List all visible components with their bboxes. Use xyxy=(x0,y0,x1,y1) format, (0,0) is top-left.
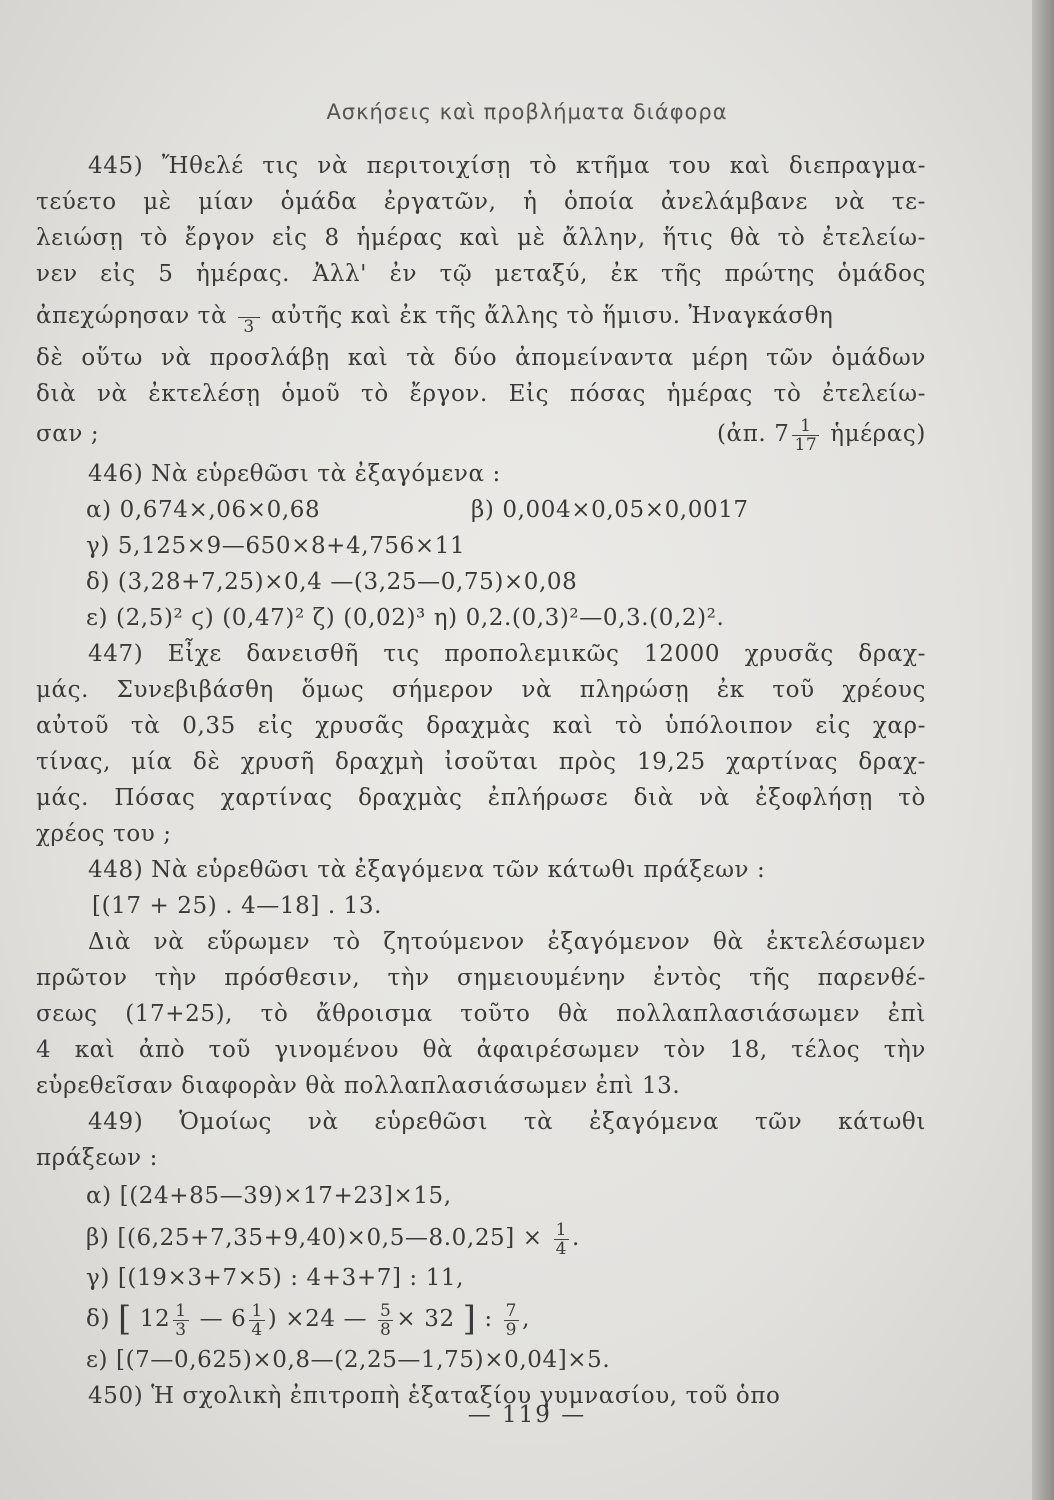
p448-line: εὑρεθεῖσαν διαφορὰν θὰ πολλαπλασιάσωμεν ἐπὶ 13. xyxy=(36,1073,681,1099)
p447-line: μάς. Πόσας χαρτίνας δραχμὰς ἐπλήρωσε διὰ νὰ ἐξοφλήσῃ τὸ xyxy=(36,785,926,811)
fraction xyxy=(504,1302,519,1339)
p445-line: τεύετο μὲ μίαν ὁμάδα ἐργατῶν, ἡ ὁποία ἀνελάμβανε νὰ τε- xyxy=(36,189,926,215)
fraction-denominator: 17 xyxy=(794,434,818,455)
p448-line: σεως (17+25), τὸ ἄθροισμα τοῦτο θὰ πολλαπλασιάσωμεν ἐπὶ xyxy=(36,1001,926,1027)
p445-line: δὲ οὕτω νὰ προσλάβῃ καὶ τὰ δύο ἀπομείναντα μέρη τῶν ὁμάδων xyxy=(36,345,926,371)
p445-line: διὰ νὰ ἐκτελέσῃ ὁμοῦ τὸ ἔργον. Εἰς πόσας ἡμέρας τὸ ἐτελείω- xyxy=(36,381,926,407)
fraction xyxy=(238,299,260,336)
bracket: [ xyxy=(117,1299,132,1339)
fraction-denominator: 4 xyxy=(555,1238,567,1259)
p447-line: 447) Εἶχε δανεισθῆ τις προπολεμικῶς 12000 χρυσᾶς δραχ- xyxy=(88,641,926,667)
p445-text: αὐτῆς καὶ ἐκ τῆς ἄλλης τὸ ἥμισυ. Ἠναγκάσθη xyxy=(271,303,834,329)
p447-line: τίνας, μία δὲ χρυσῆ δραχμὴ ἰσοῦται πρὸς 19,25 χαρτίνας δραχ- xyxy=(36,749,926,775)
p449-text: . xyxy=(571,1225,580,1251)
p448-title: 448) Νὰ εὑρεθῶσι τὰ ἐξαγόμενα τῶν κάτωθι πράξεων : xyxy=(88,857,766,883)
p446-item-c: γ) 5,125×9—650×8+4,756×11 xyxy=(86,533,466,559)
p449-item-c: γ) [(19×3+7×5) : 4+3+7] : 11, xyxy=(86,1265,465,1291)
fraction xyxy=(554,1221,569,1258)
p449-text: , xyxy=(522,1306,531,1332)
p449-line: 449) Ὁμοίως νὰ εὑρεθῶσι τὰ ἐξαγόμενα τῶν κάτωθι xyxy=(88,1109,926,1135)
fraction-denominator: 4 xyxy=(251,1319,263,1340)
p449-text: — 6 xyxy=(199,1306,247,1332)
p448-line: Διὰ νὰ εὕρωμεν τὸ ζητούμενον ἐξαγόμενον θὰ ἐκτελέσωμεν xyxy=(88,929,926,955)
p449-item-a: α) [(24+85—39)×17+23]×15, xyxy=(86,1183,452,1209)
fraction-denominator: 9 xyxy=(505,1319,518,1340)
p446-item-e: ε) (2,5)² ϛ) (0,47)² ζ) (0,02)³ η) 0,2.(0,3)²—0,3.(0,2)². xyxy=(86,605,725,631)
p445-last-line xyxy=(36,412,926,456)
p447-line: αὐτοῦ τὰ 0,35 εἰς χρυσᾶς δραχμὰς καὶ τὸ ὑπόλοιπον εἰς χαρ- xyxy=(36,713,926,739)
fraction xyxy=(249,1302,264,1339)
p445-line: 445) Ἤθελέ τις νὰ περιτοιχίσῃ τὸ κτῆμα του καὶ διεπραγμα- xyxy=(88,153,926,179)
p448-expression: [(17 + 25) . 4—18] . 13. xyxy=(92,893,383,919)
p449-text: δ) xyxy=(86,1306,111,1332)
p449-line: πράξεων : xyxy=(36,1145,158,1171)
p447-line: μάς. Συνεβιβάσθη ὅμως σήμερον νὰ πληρώσῃ ἐκ τοῦ χρέους xyxy=(36,677,926,703)
p448-line: πρῶτον τὴν πρόσθεσιν, τὴν σημειουμένην ἐντὸς τῆς παρενθέ- xyxy=(36,965,926,991)
fraction xyxy=(792,417,819,454)
page-edge-shadow xyxy=(1032,0,1054,1500)
fraction-denominator: 3 xyxy=(243,316,255,337)
page-number: — 119 — xyxy=(467,1402,587,1428)
fraction-numerator: 1 xyxy=(175,1300,187,1321)
p447-line: χρέος του ; xyxy=(36,821,172,847)
p445-line: λειώσῃ τὸ ἔργον εἰς 8 ἡμέρας καὶ μὲ ἄλλην, ἥτις θὰ τὸ ἐτελείω- xyxy=(36,225,926,251)
p445-answer xyxy=(717,412,926,456)
fraction-numerator: 1 xyxy=(555,1219,567,1240)
p446-title: 446) Νὰ εὑρεθῶσι τὰ ἐξαγόμενα : xyxy=(88,461,501,487)
fraction-numerator: 5 xyxy=(380,1300,392,1321)
answer-text: (ἀπ. 7 xyxy=(716,421,790,447)
running-header: Ασκήσεις καὶ προβλήματα διάφορα xyxy=(326,100,728,124)
p449-text: 12 xyxy=(139,1306,171,1332)
p449-item-e: ε) [(7—0,625)×0,8—(2,25—1,75)×0,04]×5. xyxy=(86,1347,611,1373)
fraction-denominator: 3 xyxy=(175,1319,187,1340)
fraction xyxy=(173,1302,188,1339)
p449-text: : xyxy=(484,1306,493,1332)
bracket: ] xyxy=(462,1299,477,1339)
fraction-numerator xyxy=(238,299,260,318)
fraction-numerator: 1 xyxy=(251,1300,263,1321)
fraction xyxy=(378,1302,393,1339)
p449-item-d xyxy=(36,1296,926,1342)
p445-line: νεν εἰς 5 ἡμέρας. Ἀλλ' ἐν τῷ μεταξύ, ἐκ τῆς πρώτης ὁμάδος xyxy=(36,261,926,287)
p448-line: 4 καὶ ἀπὸ τοῦ γινομένου θὰ ἀφαιρέσωμεν τὸν 18, τέλος τὴν xyxy=(36,1037,926,1063)
fraction-numerator: 7 xyxy=(505,1300,518,1321)
p446-item-a: α) 0,674×,06×0,68 xyxy=(86,497,321,523)
p446-item-d: δ) (3,28+7,25)×0,4 —(3,25—0,75)×0,08 xyxy=(86,569,578,595)
p446-item-b: β) 0,004×0,05×0,0017 xyxy=(471,497,749,523)
fraction-denominator: 8 xyxy=(380,1319,392,1340)
p450-line: 450) Ἡ σχολικὴ ἐπιτροπὴ ἑξαταξίου γυμνασίου, τοῦ ὁπο xyxy=(88,1383,781,1409)
p449-item-b xyxy=(36,1216,926,1260)
p445-line-fraction xyxy=(36,292,926,340)
p449-text: β) [(6,25+7,35+9,40)×0,5—8.0,25] × xyxy=(86,1225,543,1251)
p445-text: ἀπεχώρησαν τὰ xyxy=(36,303,228,329)
p449-text: × 32 xyxy=(396,1306,455,1332)
p449-text: ) ×24 — xyxy=(267,1306,368,1332)
p445-text: σαν ; xyxy=(36,421,100,447)
fraction-numerator: 1 xyxy=(792,417,819,436)
answer-text: ἡμέρας) xyxy=(830,421,926,447)
page-body xyxy=(36,148,926,1414)
p446-item-row xyxy=(36,492,926,528)
